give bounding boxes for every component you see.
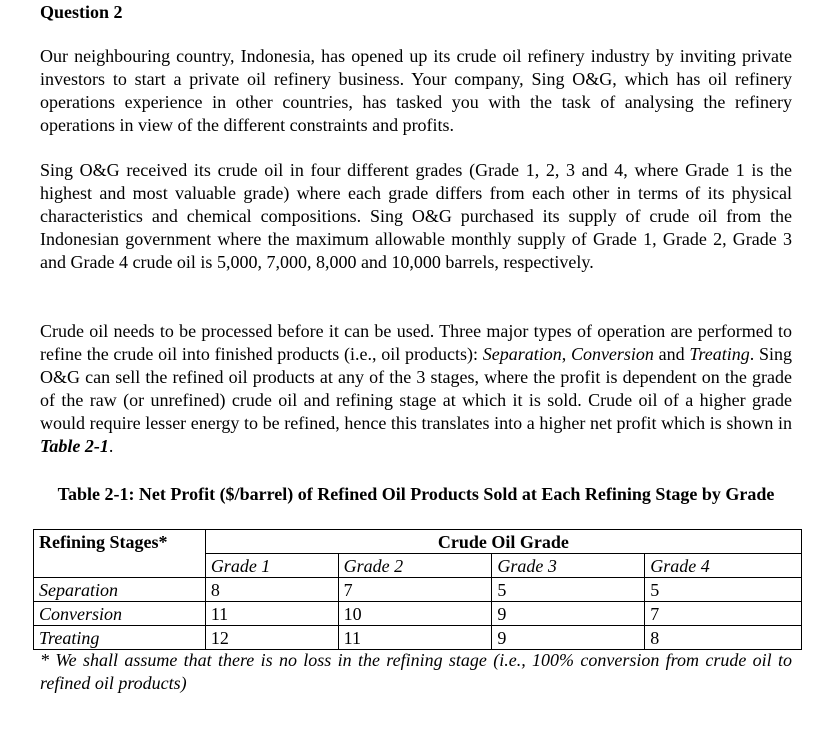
table-cell: 9 — [492, 602, 645, 626]
stage-column-header: Refining Stages* — [34, 530, 206, 554]
table-row-conversion — [34, 602, 802, 626]
table-row-separation — [34, 578, 802, 602]
table-cell: 11 — [205, 602, 338, 626]
table-cell: 10 — [338, 602, 492, 626]
text-run: . Sing O&G can sell the refined oil products at any of the 3 stages, where the profit is dependent on the grade of the raw (or unrefined) crude oil and refining stage at which it is sold. Crude oil of a higher grade would require lesser energy to be refined, hence this translates into a higher net profit which is shown in — [40, 344, 792, 433]
grade-header-2: Grade 2 — [338, 554, 492, 578]
term-conversion: Conversion — [570, 344, 654, 364]
paragraph-intro: Our neighbouring country, Indonesia, has opened up its crude oil refinery industry by inviting private investors to start a private oil refinery business. Your company, Sing O&G, which has oil refinery operations experience in other countries, has tasked you with the task of analysing the refinery operations in view of the different constraints and profits. — [40, 46, 792, 135]
table-cell: 8 — [205, 578, 338, 602]
grade-header-3: Grade 3 — [492, 554, 645, 578]
paragraph-refining-stages — [40, 320, 792, 458]
table-subheader-row — [34, 554, 802, 578]
grade-group-header: Crude Oil Grade — [205, 530, 801, 554]
text-run: and — [653, 344, 690, 364]
text-run: , — [561, 344, 571, 364]
table-footnote: * We shall assume that there is no loss in the refining stage (i.e., 100% conversion from crude oil to refined oil products) — [40, 650, 792, 693]
table-cell: 7 — [338, 578, 492, 602]
table-caption: Table 2-1: Net Profit ($/barrel) of Refined Oil Products Sold at Each Refining Stage by Grade — [57, 484, 775, 504]
empty-cell — [34, 554, 206, 578]
grade-header-4: Grade 4 — [645, 554, 802, 578]
term-separation: Separation — [482, 344, 562, 364]
table-cell: 5 — [645, 578, 802, 602]
stage-label: Treating — [34, 626, 206, 650]
question-heading: Question 2 — [40, 2, 123, 22]
table-cell: 11 — [338, 626, 492, 650]
table-reference: Table 2-1 — [40, 436, 109, 456]
table-cell: 9 — [492, 626, 645, 650]
table-cell: 8 — [645, 626, 802, 650]
table-cell: 7 — [645, 602, 802, 626]
table-row-treating — [34, 626, 802, 650]
text-run: . — [108, 436, 114, 456]
paragraph-crude-grades: Sing O&G received its crude oil in four different grades (Grade 1, 2, 3 and 4, where Grade 1 is the highest and most valuable grade) where each grade differs from each other in terms of its physical characteristics and chemical compositions. Sing O&G purchased its supply of crude oil from the Indonesian government where the maximum allowable monthly supply of Grade 1, Grade 2, Grade 3 and Grade 4 crude oil is 5,000, 7,000, 8,000 and 10,000 barrels, respectively. — [40, 160, 792, 272]
table-cell: 12 — [205, 626, 338, 650]
table-header-row — [34, 530, 802, 554]
table-cell: 5 — [492, 578, 645, 602]
text-run: Crude oil needs to be processed before it can be used. Three major types of operation are performed to refine the crude oil into finished products (i.e., oil products): — [40, 321, 792, 364]
grade-header-1: Grade 1 — [205, 554, 338, 578]
term-treating: Treating — [689, 344, 750, 364]
stage-label: Separation — [34, 578, 206, 602]
stage-label: Conversion — [34, 602, 206, 626]
net-profit-table — [33, 529, 802, 650]
